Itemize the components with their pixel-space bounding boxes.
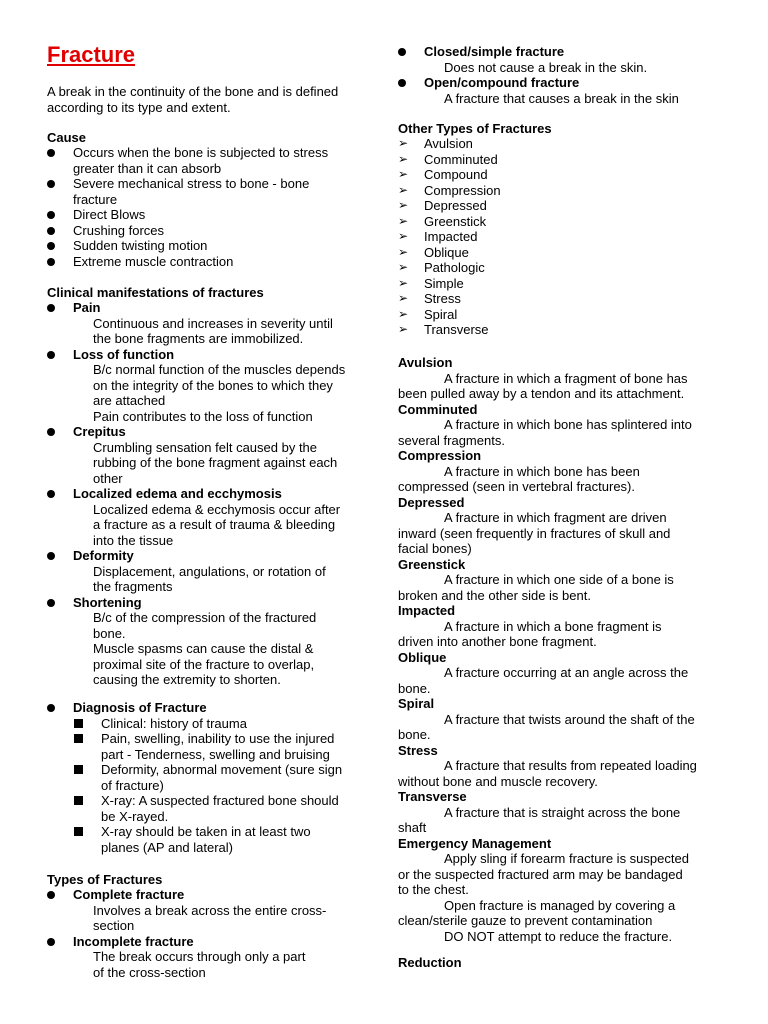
text-line: Does not cause a break in the skin. xyxy=(444,59,648,75)
diagnosis-section xyxy=(47,700,377,855)
list-item: Extreme muscle contraction xyxy=(47,254,377,270)
list-item-label: Crepitus xyxy=(47,424,377,440)
text-line: into the tissue xyxy=(93,532,174,548)
definition-line: A fracture in which bone has splintered into xyxy=(444,417,692,432)
arrow-bullet-icon: ➢ xyxy=(398,151,409,166)
definition-line: A fracture in which one side of a bone is xyxy=(444,572,674,587)
list-item: ➢ Stress xyxy=(398,291,461,306)
definition-term: Comminuted xyxy=(398,401,478,417)
definition-line: bone. xyxy=(398,727,431,742)
other-types-list xyxy=(398,136,728,338)
list-item-cont: fracture xyxy=(73,191,118,207)
text-line: causing the extremity to shorten. xyxy=(93,672,281,687)
cause-list xyxy=(47,145,377,269)
bullet-icon xyxy=(47,428,55,436)
text-line: section xyxy=(93,918,135,933)
text-line: Muscle spasms can cause the distal & xyxy=(93,641,314,656)
bullet-icon xyxy=(47,938,55,946)
definition-term: Compression xyxy=(398,448,482,463)
list-item: Crushing forces xyxy=(47,223,377,239)
definition-term: Stress xyxy=(398,742,438,758)
definitions-section xyxy=(398,355,728,944)
text-line: B/c of the compression of the fractured xyxy=(93,610,317,625)
arrow-bullet-icon: ➢ xyxy=(398,306,409,321)
text-line: rubbing of the bone fragment against each xyxy=(93,455,338,470)
list-item-cont: planes (AP and lateral) xyxy=(101,839,234,855)
list-item-label: Complete fracture xyxy=(47,887,377,903)
text-line: A break in the continuity of the bone and is defined xyxy=(47,84,339,99)
list-item-cont: part - Tenderness, swelling and bruising xyxy=(101,746,330,762)
text-line: a fracture as a result of trauma & bleeding xyxy=(93,517,336,532)
arrow-bullet-icon: ➢ xyxy=(398,291,409,305)
bullet-icon xyxy=(47,891,55,899)
list-item-cont: greater than it can absorb xyxy=(73,160,222,176)
definition-line: A fracture occurring at an angle across the xyxy=(444,665,689,680)
definition-line: to the chest. xyxy=(398,882,469,897)
definition-term: Avulsion xyxy=(398,355,453,370)
arrow-bullet-icon: ➢ xyxy=(398,213,409,228)
list-item: ➢ Depressed xyxy=(398,198,487,213)
list-item-label: Open/compound fracture xyxy=(398,75,728,91)
bullet-icon xyxy=(47,704,55,712)
definition-line: A fracture that twists around the shaft of the xyxy=(444,711,695,727)
definition-line: A fracture in which a fragment of bone has xyxy=(444,370,688,386)
definition-line: clean/sterile gauze to prevent contamination xyxy=(398,913,653,928)
definition-term: Greenstick xyxy=(398,556,466,572)
bullet-icon xyxy=(47,490,55,498)
list-item: Severe mechanical stress to bone - bone xyxy=(47,176,377,192)
other-types-heading: Other Types of Fractures xyxy=(398,121,552,136)
definition-line: broken and the other side is bent. xyxy=(398,587,591,603)
text-line: Crumbling sensation felt caused by the xyxy=(93,439,318,455)
list-item: ➢ Impacted xyxy=(398,229,478,244)
list-item: ➢ Pathologic xyxy=(398,260,485,275)
arrow-bullet-icon: ➢ xyxy=(398,136,409,150)
definition-line: A fracture in which a bone fragment is xyxy=(444,618,662,634)
bullet-icon xyxy=(47,180,55,188)
text-line: The break occurs through only a part xyxy=(93,949,306,964)
definition-term: Oblique xyxy=(398,649,447,665)
bullet-icon xyxy=(47,304,55,312)
list-item: ➢ Transverse xyxy=(398,322,489,337)
text-line: the bone fragments are immobilized. xyxy=(93,331,304,346)
list-item: ➢ Compression xyxy=(398,182,501,198)
bullet-icon xyxy=(47,227,55,235)
bullet-icon xyxy=(47,258,55,266)
list-item-label: Localized edema and ecchymosis xyxy=(47,486,377,502)
clinical-list xyxy=(47,300,377,688)
square-bullet-icon xyxy=(74,719,83,728)
arrow-bullet-icon: ➢ xyxy=(398,275,409,290)
definition-line: bone. xyxy=(398,680,431,696)
bullet-icon xyxy=(47,211,55,219)
text-line: are attached xyxy=(93,393,166,408)
list-item: ➢ Comminuted xyxy=(398,151,498,167)
text-line: proximal site of the fracture to overlap, xyxy=(93,656,315,672)
arrow-bullet-icon: ➢ xyxy=(398,198,409,212)
arrow-bullet-icon: ➢ xyxy=(398,322,409,336)
intro-paragraph xyxy=(47,84,377,115)
text-line: other xyxy=(93,470,123,486)
arrow-bullet-icon: ➢ xyxy=(398,244,409,259)
list-item-label: Closed/simple fracture xyxy=(398,44,728,60)
list-item-cont: of fracture) xyxy=(101,777,164,793)
list-item: Deformity, abnormal movement (sure sign xyxy=(47,762,377,778)
list-item: Direct Blows xyxy=(47,207,377,223)
text-line: Pain contributes to the loss of function xyxy=(93,408,313,424)
list-item: ➢ Compound xyxy=(398,167,488,182)
bullet-icon xyxy=(398,48,406,56)
bullet-icon xyxy=(47,242,55,250)
bullet-icon xyxy=(398,79,406,87)
definition-term: Spiral xyxy=(398,696,435,711)
bullet-icon xyxy=(47,599,55,607)
definition-line: A fracture in which fragment are driven xyxy=(444,510,667,525)
list-item-label: Shortening xyxy=(47,595,377,611)
list-item: ➢ Avulsion xyxy=(398,136,473,151)
definition-line: DO NOT attempt to reduce the fracture. xyxy=(444,928,673,944)
definition-line: Open fracture is managed by covering a xyxy=(444,897,676,913)
arrow-bullet-icon: ➢ xyxy=(398,182,409,197)
definition-line: driven into another bone fragment. xyxy=(398,634,597,649)
square-bullet-icon xyxy=(74,765,83,774)
definition-line: A fracture in which bone has been xyxy=(444,463,640,479)
definition-line: been pulled away by a tendon and its attachment. xyxy=(398,386,685,401)
definition-term: Impacted xyxy=(398,603,456,618)
definition-line: several fragments. xyxy=(398,432,505,448)
list-item: X-ray should be taken in at least two xyxy=(47,824,377,840)
definition-line: compressed (seen in vertebral fractures). xyxy=(398,479,635,494)
definition-term: Emergency Management xyxy=(398,835,552,851)
page-title: Fracture xyxy=(47,42,136,67)
list-item-label: Loss of function xyxy=(47,347,377,363)
list-item-label: Pain xyxy=(47,300,377,316)
definition-term: Depressed xyxy=(398,494,465,510)
text-line: on the integrity of the bones to which they xyxy=(93,377,333,393)
definition-line: A fracture that is straight across the bone xyxy=(444,804,681,820)
definition-line: shaft xyxy=(398,820,427,835)
diagnosis-heading: Diagnosis of Fracture xyxy=(47,700,377,716)
list-item: Occurs when the bone is subjected to stress xyxy=(47,145,377,161)
arrow-bullet-icon: ➢ xyxy=(398,260,409,274)
square-bullet-icon xyxy=(74,827,83,836)
bullet-icon xyxy=(47,552,55,560)
list-item: Clinical: history of trauma xyxy=(47,716,377,732)
text-line: according to its type and extent. xyxy=(47,99,231,115)
text-line: of the cross-section xyxy=(93,964,206,980)
types-heading: Types of Fractures xyxy=(47,872,163,887)
list-item: ➢ Oblique xyxy=(398,244,469,260)
list-item: ➢ Spiral xyxy=(398,306,458,322)
arrow-bullet-icon: ➢ xyxy=(398,229,409,243)
list-item-cont: be X-rayed. xyxy=(101,808,169,824)
cause-heading: Cause xyxy=(47,130,87,145)
definition-line: A fracture that results from repeated loading xyxy=(444,758,697,773)
list-item: Sudden twisting motion xyxy=(47,238,377,254)
clinical-heading: Clinical manifestations of fractures xyxy=(47,285,264,300)
text-line: Localized edema & ecchymosis occur after xyxy=(93,501,341,517)
bullet-icon xyxy=(47,149,55,157)
square-bullet-icon xyxy=(74,796,83,805)
definition-line: or the suspected fractured arm may be bandaged xyxy=(398,866,683,882)
list-item: ➢ Simple xyxy=(398,275,464,291)
list-item: ➢ Greenstick xyxy=(398,213,487,229)
definition-term: Transverse xyxy=(398,789,467,804)
reduction-heading: Reduction xyxy=(398,955,462,970)
definition-line: inward (seen frequently in fractures of skull and xyxy=(398,525,671,541)
list-item: Pain, swelling, inability to use the injured xyxy=(47,731,377,747)
text-line: A fracture that causes a break in the skin xyxy=(444,90,679,106)
square-bullet-icon xyxy=(74,734,83,743)
bullet-icon xyxy=(47,351,55,359)
text-line: Involves a break across the entire cross- xyxy=(93,902,327,918)
list-item: X-ray: A suspected fractured bone should xyxy=(47,793,377,809)
definition-line: facial bones) xyxy=(398,541,472,556)
text-line: bone. xyxy=(93,625,126,641)
types-continued xyxy=(398,44,728,106)
list-item-label: Deformity xyxy=(47,548,377,564)
arrow-bullet-icon: ➢ xyxy=(398,167,409,181)
text-line: the fragments xyxy=(93,579,173,594)
text-line: Continuous and increases in severity until xyxy=(93,315,333,331)
text-line: B/c normal function of the muscles depends xyxy=(93,362,346,377)
definition-line: Apply sling if forearm fracture is suspected xyxy=(444,851,689,866)
types-list xyxy=(47,887,377,980)
list-item-label: Incomplete fracture xyxy=(47,934,377,950)
text-line: Displacement, angulations, or rotation of xyxy=(93,563,326,579)
definition-line: without bone and muscle recovery. xyxy=(398,773,598,789)
